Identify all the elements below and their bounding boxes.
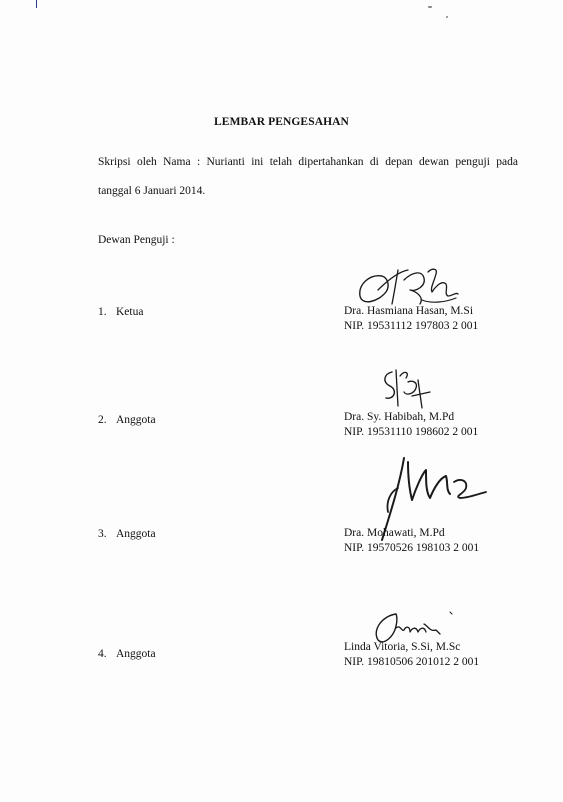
examiner-name-4: Linda Vitoria, S.Si, M.Sc [344,641,461,653]
scan-speck [428,6,432,8]
examiner-1-block [344,304,478,334]
page-title: LEMBAR PENGESAHAN [214,116,349,128]
signature-2 [378,366,438,416]
examiner-3-block [344,526,479,556]
scan-speck [446,16,448,18]
examiner-nip-3: NIP. 19570526 198103 2 001 [344,542,480,554]
examiner-nip-2: NIP. 19531110 198602 2 001 [344,426,479,438]
examiner-4-block [344,640,479,670]
paragraph-line-2: tanggal 6 Januari 2014. [98,185,206,197]
paragraph-line-1: Skripsi oleh Nama : Nurianti ini telah dipertahankan di depan dewan penguji pada [98,156,518,168]
examiner-role-3: 3. Anggota [98,528,156,540]
examiner-nip-4: NIP. 19810506 201012 2 001 [344,656,480,668]
examiner-name-1: Dra. Hasmiana Hasan, M.Si [344,305,474,317]
signature-1 [352,262,482,310]
examiner-role-2: 2. Anggota [98,414,156,426]
examiner-2-block [344,410,478,440]
approval-paragraph [98,148,518,206]
examiners-heading: Dewan Penguji : [98,234,175,246]
examiner-role-1: 1. Ketua [98,306,144,318]
scan-mark [36,0,37,8]
examiner-nip-1: NIP. 19531112 197803 2 001 [344,320,479,332]
examiner-name-3: Dra. Mohawati, M.Pd [344,527,445,539]
examiner-name-2: Dra. Sy. Habibah, M.Pd [344,411,455,423]
examiner-role-4: 4. Anggota [98,648,156,660]
